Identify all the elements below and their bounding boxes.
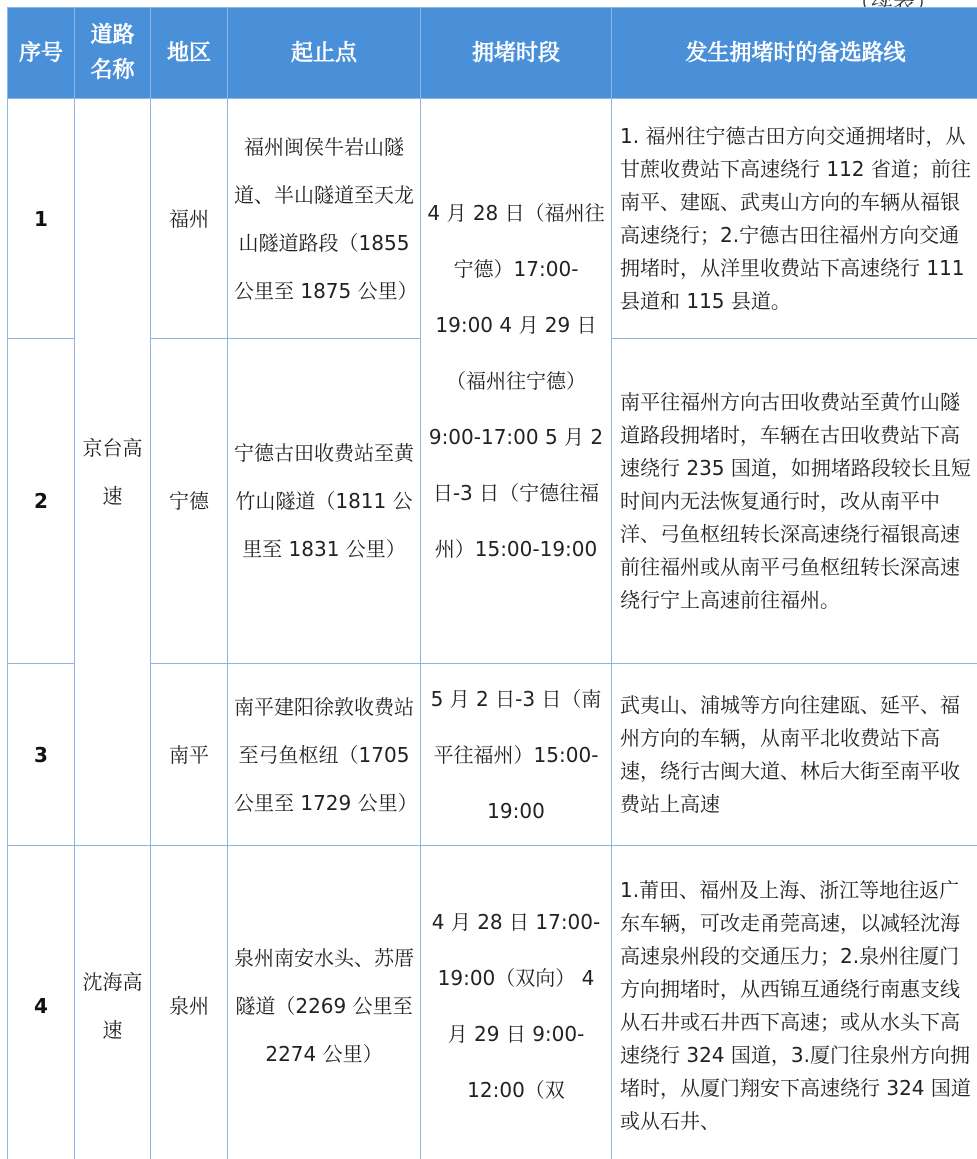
- table-row: [8, 846, 977, 1159]
- route-cell: 南平往福州方向古田收费站至黄竹山隧道路段拥堵时，车辆在古田收费站下高速绕行 235 国道，如拥堵路段较长且短时间内无法恢复通行时，改从南平中洋、弓鱼枢纽转长深高速绕行福银高速前往福州或从南平弓鱼枢纽转长深高速绕行宁上高速前往福州。: [612, 339, 977, 664]
- section-cell: 宁德古田收费站至黄竹山隧道（1811 公里至 1831 公里）: [228, 339, 421, 664]
- route-cell: 武夷山、浦城等方向往建瓯、延平、福州方向的车辆，从南平北收费站下高速，绕行古闽大道、林后大街至南平收费站上高速: [612, 664, 977, 846]
- table-row: [8, 664, 977, 846]
- row-seq: 2: [8, 339, 75, 664]
- header-section: 起止点: [228, 8, 421, 99]
- route-cell: 1. 福州往宁德古田方向交通拥堵时，从甘蔗收费站下高速绕行 112 省道；前往南平、建瓯、武夷山方向的车辆从福银高速绕行；2.宁德古田往福州方向交通拥堵时，从洋里收费站下高速绕行 111 县道和 115 县道。: [612, 99, 977, 339]
- road-name-cell: 京台高速: [75, 99, 151, 846]
- region-cell: 宁德: [151, 339, 228, 664]
- region-cell: 福州: [151, 99, 228, 339]
- road-name-cell: 沈海高速: [75, 846, 151, 1159]
- section-cell: 福州闽侯牛岩山隧道、半山隧道至天龙山隧道路段（1855 公里至 1875 公里）: [228, 99, 421, 339]
- congestion-route-table: [7, 7, 977, 1159]
- header-road: 道路名称: [75, 8, 151, 99]
- region-cell: 泉州: [151, 846, 228, 1159]
- time-cell: 4 月 28 日（福州往宁德）17:00-19:00 4 月 29 日（福州往宁德）9:00-17:00 5 月 2 日-3 日（宁德往福州）15:00-19:00: [421, 99, 612, 664]
- region-cell: 南平: [151, 664, 228, 846]
- time-cell: 5 月 2 日-3 日（南平往福州）15:00-19:00: [421, 664, 612, 846]
- header-route: 发生拥堵时的备选路线: [612, 8, 977, 99]
- row-seq: 3: [8, 664, 75, 846]
- section-cell: 南平建阳徐敦收费站至弓鱼枢纽（1705 公里至 1729 公里）: [228, 664, 421, 846]
- route-cell: 1.莆田、福州及上海、浙江等地往返广东车辆，可改走甬莞高速，以减轻沈海高速泉州段的交通压力；2.泉州往厦门方向拥堵时，从西锦互通绕行南惠支线从石井或石井西下高速；或从水头下高速绕行 324 国道，3.厦门往泉州方向拥堵时，从厦门翔安下高速绕行 324 国道或从石井、: [612, 846, 977, 1159]
- table-header-row: [8, 8, 977, 99]
- header-seq: 序号: [8, 8, 75, 99]
- section-cell: 泉州南安水头、苏厝隧道（2269 公里至 2274 公里）: [228, 846, 421, 1159]
- row-seq: 1: [8, 99, 75, 339]
- row-seq: 4: [8, 846, 75, 1159]
- table-row: [8, 99, 977, 339]
- header-region: 地区: [151, 8, 228, 99]
- time-cell: 4 月 28 日 17:00-19:00（双向） 4 月 29 日 9:00-12:00（双: [421, 846, 612, 1159]
- header-time: 拥堵时段: [421, 8, 612, 99]
